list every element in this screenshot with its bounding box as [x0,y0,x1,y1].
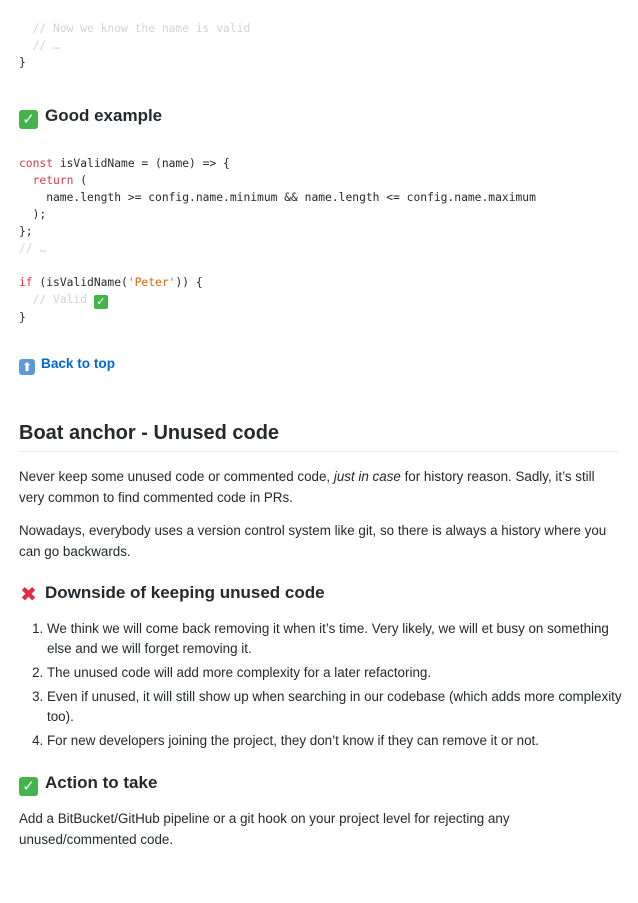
downside-heading [19,583,325,604]
up-arrow-icon: ⬆ [19,359,35,375]
code-keyword: return [19,174,74,187]
code-keyword: const [19,157,54,170]
code-text: ( [73,174,88,187]
good-example-code-block [19,155,619,326]
back-to-top-link[interactable] [19,356,115,375]
code-line: } [19,56,26,69]
code-text: } [19,311,26,324]
code-text: )) { [175,276,203,289]
action-paragraph: Add a BitBucket/GitHub pipeline or a git hook on your project level for rejecting any unused/commented code. [19,811,510,847]
code-comment-line: // Now we know the name is valid [19,22,251,35]
code-text: (isValidName( [32,276,128,289]
good-example-heading [19,106,162,129]
paragraph-text: Never keep some unused code or commented code, [19,469,334,484]
code-comment: // … [19,242,47,255]
code-keyword: if [19,276,33,289]
code-string: 'Peter' [127,276,176,289]
downside-list [19,619,627,755]
downside-heading-text: Downside of keeping unused code [45,583,325,602]
code-comment: // Valid [19,293,94,306]
list-item: 2. The unused code will add more complexity for a later refactoring. [47,663,627,683]
action-heading [19,773,157,796]
section-title: Boat anchor - Unused code [19,422,280,444]
code-text: ); [19,208,47,221]
list-item: 1. We think we will come back removing it when it’s time. Very likely, we will et busy on something else and we will forget removing it. [47,619,627,659]
code-comment-line: // … [19,39,60,52]
emphasis-text: just in case [333,469,401,484]
code-text: isValidName = (name) => { [53,157,230,170]
cross-mark-icon: ✖ [20,582,37,606]
list-item: 4. For new developers joining the project, they don’t know if they can remove it or not. [47,731,627,751]
intro-paragraph [19,466,619,508]
back-to-top-label: Back to top [41,356,116,371]
paragraph-text: for history reason. Sadly, it’s still very common to find commented code in PRs. [19,469,595,505]
check-mark-icon: ✓ [19,110,38,129]
section-divider [19,451,619,452]
check-mark-icon: ✓ [94,295,108,309]
top-code-block [19,20,619,71]
version-control-paragraph: Nowadays, everybody uses a version control system like git, so there is always a history where you can go backwards. [19,523,607,559]
good-example-heading-text: Good example [45,106,163,125]
code-text: name.length >= config.name.minimum && name.length <= config.name.maximum [19,191,536,204]
action-heading-text: Action to take [45,773,158,792]
code-text: }; [19,225,33,238]
check-mark-icon: ✓ [19,777,38,796]
list-item: 3. Even if unused, it will still show up when searching in our codebase (which adds more complexity too). [47,687,627,727]
